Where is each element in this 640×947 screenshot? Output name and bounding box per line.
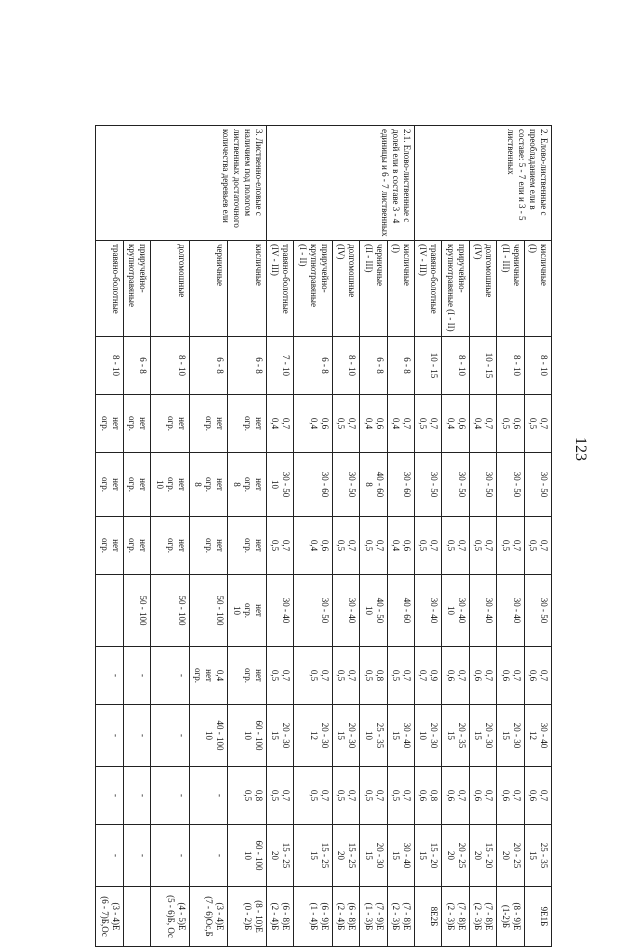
forest-type-cell: кисличные (I) (387, 241, 414, 337)
value-cell: 15 - 25 20 (332, 825, 359, 887)
forest-type-cell: черничные (189, 241, 228, 337)
value-cell: 0,6 0,4 (360, 395, 387, 453)
value-cell: нет огр. (228, 395, 267, 453)
value-cell: 30 - 50 (524, 575, 551, 647)
value-cell: 8 - 10 (524, 337, 551, 395)
value-cell: - (189, 767, 228, 825)
value-cell: (4 - 5)Е (5 - 6)Б, Ос (151, 887, 190, 947)
value-cell: 15 - 20 15 (414, 825, 441, 887)
value-cell: 0,7 0,5 (442, 517, 469, 575)
value-cell: 0,7 0,4 (387, 395, 414, 453)
value-cell: 0,7 0,4 (266, 395, 293, 453)
value-cell: 10 - 15 (469, 337, 496, 395)
value-cell: 0,7 0,5 (266, 647, 293, 705)
value-cell: 20 - 30 10 (414, 705, 441, 767)
value-cell: 20 - 30 15 (360, 825, 387, 887)
value-cell: 0,7 0,5 (524, 395, 551, 453)
value-cell: нет огр. (96, 517, 124, 575)
table-body (96, 126, 552, 947)
value-cell: 15 - 25 15 (294, 825, 333, 887)
table-row (96, 126, 124, 947)
value-cell: 40 - 60 8 (360, 453, 387, 517)
value-cell: 6 - 8 (294, 337, 333, 395)
value-cell: 0,8 0,5 (228, 767, 267, 825)
value-cell: 0,7 0,5 (414, 395, 441, 453)
value-cell: нет огр. (123, 395, 150, 453)
value-cell: 8 - 10 (442, 337, 469, 395)
value-cell: 15 - 20 20 (469, 825, 496, 887)
value-cell: - (189, 825, 228, 887)
value-cell: 0,7 0,5 (387, 647, 414, 705)
value-cell: 30 - 40 10 (442, 575, 469, 647)
value-cell: 20 - 35 15 (442, 705, 469, 767)
value-cell: 8 - 10 (96, 337, 124, 395)
value-cell: 0,4 нет огр. (189, 647, 228, 705)
forest-type-cell: приручейно-крупнотравяные (123, 241, 150, 337)
value-cell: 8 - 10 (332, 337, 359, 395)
value-cell: 8 - 10 (151, 337, 190, 395)
value-cell: (7 - 8)Е (2 - 3)Б (387, 887, 414, 947)
value-cell (96, 575, 124, 647)
value-cell: 20 - 25 20 (442, 825, 469, 887)
value-cell: нет огр. (123, 453, 150, 517)
value-cell: 50 - 100 (189, 575, 228, 647)
value-cell: 20 - 25 20 (497, 825, 524, 887)
value-cell: 30 - 50 (497, 453, 524, 517)
value-cell: нет огр. (151, 395, 190, 453)
table-row (414, 126, 441, 947)
value-cell: (7 - 8)Е (2 - 3)Б (442, 887, 469, 947)
value-cell: нет огр. (123, 517, 150, 575)
value-cell: 25 - 35 10 (360, 705, 387, 767)
value-cell: 0,9 0,7 (414, 647, 441, 705)
value-cell: 15 - 25 20 (266, 825, 293, 887)
forest-type-cell: травяно-болотные (96, 241, 124, 337)
value-cell: 20 - 30 15 (266, 705, 293, 767)
value-cell: (7 - 8)Е (2 - 3)Б (469, 887, 496, 947)
value-cell: 30 - 50 (442, 453, 469, 517)
value-cell: 0,7 0,6 (524, 767, 551, 825)
forest-type-cell: кисличные (228, 241, 267, 337)
value-cell: 0,6 0,4 (294, 395, 333, 453)
value-cell: 0,7 0,6 (497, 767, 524, 825)
value-cell: 0,7 0,5 (387, 767, 414, 825)
table-row (123, 126, 150, 947)
value-cell: 30 - 40 (414, 575, 441, 647)
value-cell: 0,7 0,5 (294, 647, 333, 705)
value-cell: 30 - 40 15 (387, 705, 414, 767)
forest-type-cell: долгомошные (151, 241, 190, 337)
table-row (469, 126, 496, 947)
value-cell: 20 - 30 12 (294, 705, 333, 767)
value-cell: нет огр. (96, 395, 124, 453)
value-cell: нет огр. (151, 517, 190, 575)
value-cell: 0,7 0,6 (469, 647, 496, 705)
value-cell: 0,6 0,4 (294, 517, 333, 575)
value-cell: 6 - 8 (189, 337, 228, 395)
table-row (266, 126, 293, 947)
table-row (332, 126, 359, 947)
value-cell: - (123, 647, 150, 705)
value-cell: 50 - 100 (151, 575, 190, 647)
value-cell: 30 - 50 10 (266, 453, 293, 517)
value-cell: нет огр. 10 (228, 575, 267, 647)
value-cell: нет огр. (189, 517, 228, 575)
value-cell: (7 - 9)Е (1 - 3)Б (360, 887, 387, 947)
value-cell: 0,7 0,5 (266, 767, 293, 825)
table-row (442, 126, 469, 947)
value-cell: - (123, 767, 150, 825)
value-cell: (3 - 4)Е (6 - 7)Б,Ос (96, 887, 124, 947)
forest-type-cell: кисличные (I) (524, 241, 551, 337)
value-cell: 0,7 0,5 (332, 517, 359, 575)
value-cell: - (151, 647, 190, 705)
value-cell: 8 - 10 (497, 337, 524, 395)
value-cell: (8 - 9)Е (1-2)Б (497, 887, 524, 947)
value-cell: 0,7 0,5 (524, 517, 551, 575)
value-cell: (8 - 10)Е (0 - 2)Б (228, 887, 267, 947)
value-cell: 0,7 0,5 (497, 517, 524, 575)
table-row (189, 126, 228, 947)
value-cell: (6 - 8)Е (2 - 4)Б (266, 887, 293, 947)
forest-type-cell: приручейно-крупнотравяные (I - II) (442, 241, 469, 337)
value-cell: (6 - 9)Е (1 - 4)Б (294, 887, 333, 947)
value-cell: - (96, 825, 124, 887)
value-cell: 30 - 40 (266, 575, 293, 647)
stand-group-cell: 2.1. Елово-лиственные с долей ели в составе 3 - 4 единицы и 6 - 7 лиственных (266, 126, 414, 241)
value-cell: - (96, 767, 124, 825)
table-row (360, 126, 387, 947)
value-cell: 0,7 0,5 (332, 395, 359, 453)
table-row (228, 126, 267, 947)
forest-type-cell: долгомошные (IV) (332, 241, 359, 337)
value-cell: - (123, 825, 150, 887)
value-cell: 30 - 50 (469, 453, 496, 517)
rotated-table-wrapper (95, 125, 552, 938)
forest-type-cell: травяно-болотные (IV - III) (266, 241, 293, 337)
stand-group-cell: 2. Елово-лиственные с преобладанием ели в составе: 5 - 7 ели и 3 - 5 лиственных (414, 126, 551, 241)
value-cell: 30 - 40 (332, 575, 359, 647)
value-cell: 30 - 40 15 (387, 825, 414, 887)
value-cell: 40 - 60 (387, 575, 414, 647)
value-cell: нет огр. 8 (189, 453, 228, 517)
value-cell: 0,7 0,6 (469, 767, 496, 825)
table-row (497, 126, 524, 947)
value-cell: 0,7 0,5 (360, 767, 387, 825)
value-cell: 60 - 100 10 (228, 825, 267, 887)
value-cell: 30 - 40 (497, 575, 524, 647)
value-cell: - (96, 705, 124, 767)
page-number: 123 (572, 437, 589, 461)
value-cell: 0,7 0,6 (442, 647, 469, 705)
value-cell: - (151, 705, 190, 767)
value-cell: 50 - 100 (123, 575, 150, 647)
value-cell: 30 - 50 (414, 453, 441, 517)
value-cell: 6 - 8 (123, 337, 150, 395)
value-cell: 6 - 8 (360, 337, 387, 395)
table-frame (95, 125, 552, 938)
value-cell: 0,6 0,4 (387, 517, 414, 575)
value-cell: 20 - 30 15 (332, 705, 359, 767)
forest-type-cell: травяно-болотные (IV - III) (414, 241, 441, 337)
value-cell: 0,7 0,5 (266, 517, 293, 575)
value-cell: 6 - 8 (387, 337, 414, 395)
value-cell: нет огр. (228, 647, 267, 705)
table-row (524, 126, 551, 947)
value-cell: (6 - 8)Е (2 - 4)Б (332, 887, 359, 947)
value-cell: нет огр. 8 (228, 453, 267, 517)
value-cell: 30 - 50 (294, 575, 333, 647)
value-cell: 30 - 40 12 (524, 705, 551, 767)
value-cell: 25 - 35 15 (524, 825, 551, 887)
value-cell: 30 - 60 (294, 453, 333, 517)
value-cell: нет огр. (189, 395, 228, 453)
value-cell: 0,7 0,5 (414, 517, 441, 575)
value-cell: 0,7 0,6 (497, 647, 524, 705)
value-cell: - (151, 767, 190, 825)
value-cell: 30 - 50 (524, 453, 551, 517)
table-row (151, 126, 190, 947)
value-cell: (3 - 4)Е (7 - 6)Ос,Б (189, 887, 228, 947)
value-cell: 0,7 0,4 (469, 395, 496, 453)
value-cell: 0,7 0,5 (332, 767, 359, 825)
stand-group-cell: 3. Лиственно-еловые с наличием под пологом лиственных достаточного количества деревьев ели (96, 126, 267, 241)
value-cell: 30 - 50 (332, 453, 359, 517)
value-cell: 9Е1Б (524, 887, 551, 947)
forest-type-cell: долгомошные (IV) (469, 241, 496, 337)
value-cell: 8Е2Б (414, 887, 441, 947)
value-cell: 10 - 15 (414, 337, 441, 395)
value-cell: 0,6 0,4 (442, 395, 469, 453)
forest-stand-table (95, 125, 552, 947)
forest-type-cell: черничные (II - III) (497, 241, 524, 337)
value-cell: 0,6 0,5 (497, 395, 524, 453)
value-cell: 0,7 0,5 (332, 647, 359, 705)
table-row (387, 126, 414, 947)
value-cell: нет огр. (96, 453, 124, 517)
value-cell: 40 - 100 10 (189, 705, 228, 767)
value-cell: 20 - 30 15 (469, 705, 496, 767)
value-cell: нет огр. (228, 517, 267, 575)
value-cell: 30 - 60 (387, 453, 414, 517)
value-cell: 0,7 0,6 (524, 647, 551, 705)
value-cell: 0,8 0,6 (414, 767, 441, 825)
value-cell: 40 - 50 10 (360, 575, 387, 647)
forest-type-cell: черничные (II - III) (360, 241, 387, 337)
value-cell: 20 - 30 15 (497, 705, 524, 767)
value-cell: 0,7 0,5 (469, 517, 496, 575)
value-cell: 0,7 0,5 (294, 767, 333, 825)
value-cell: 30 - 40 (469, 575, 496, 647)
value-cell: 0,8 0,5 (360, 647, 387, 705)
value-cell: 60 - 100 10 (228, 705, 267, 767)
value-cell: - (123, 705, 150, 767)
table-row (294, 126, 333, 947)
forest-type-cell: приручейно-крупнотравяные (I - II) (294, 241, 333, 337)
value-cell: нет огр. 10 (151, 453, 190, 517)
value-cell: 0,7 0,6 (442, 767, 469, 825)
value-cell: - (151, 825, 190, 887)
value-cell: 7 - 10 (266, 337, 293, 395)
value-cell (123, 887, 150, 947)
value-cell: - (96, 647, 124, 705)
value-cell: 6 - 8 (228, 337, 267, 395)
value-cell: 0,7 0,5 (360, 517, 387, 575)
